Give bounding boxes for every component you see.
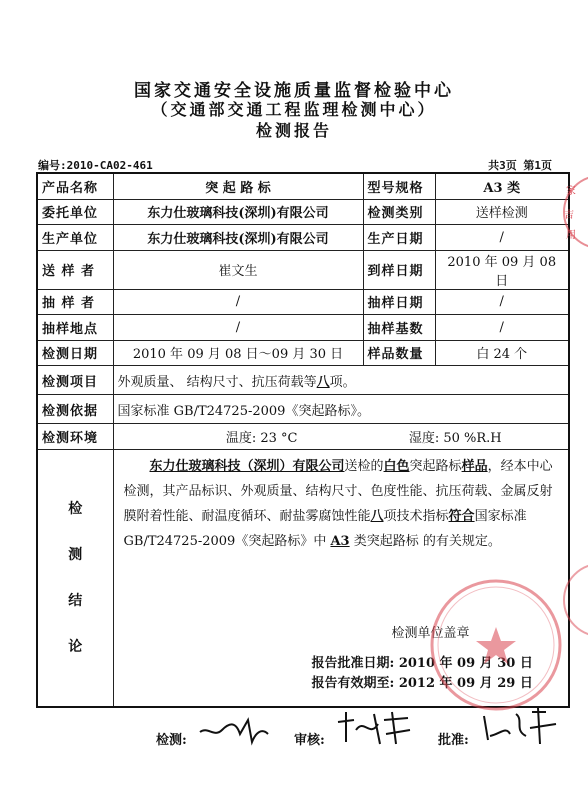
svg-text:用: 用 [566, 230, 576, 241]
model-value: A3 类 [435, 173, 569, 199]
sampler-value: / [113, 289, 363, 315]
table-row [37, 199, 569, 225]
conclusion-char: 检 [68, 500, 83, 517]
conclusion-count: 八 [370, 508, 384, 524]
table-row [37, 366, 569, 395]
conclusion-label [37, 449, 113, 707]
official-seal-stamp [426, 575, 566, 715]
base-value: / [435, 315, 569, 341]
conclusion-fragment: 类突起路标 的有关规定。 [353, 533, 501, 549]
table-row [37, 250, 569, 289]
table-row [37, 173, 569, 199]
conclusion-sample: 样品 [461, 458, 488, 474]
conclusion-fragment: 项技术指标 [383, 508, 449, 524]
test-date-value: 2010 年 09 月 08 日～09 月 30 日 [113, 340, 363, 366]
sample-date-label: 抽样日期 [363, 289, 435, 315]
env-value [113, 424, 569, 450]
model-label: 型号规格 [363, 173, 435, 199]
approve-signature-label: 批准: [438, 733, 469, 748]
test-date-label: 检测日期 [37, 340, 113, 366]
maker-value: 东力仕玻璃科技(深圳)有限公司 [113, 225, 363, 251]
items-label: 检测项目 [37, 366, 113, 395]
valid-date-label: 报告有效期至: [311, 675, 399, 691]
test-type-label: 检测类别 [363, 199, 435, 225]
product-name-label: 产品名称 [37, 173, 113, 199]
report-title: 检测报告 [255, 121, 332, 140]
maker-label: 生产单位 [37, 225, 113, 251]
table-row [37, 395, 569, 424]
conclusion-company: 东力仕玻璃科技（深圳）有限公司 [149, 458, 345, 474]
approve-date: 2010 年 09 月 30 日 [398, 655, 533, 671]
table-row [37, 340, 569, 366]
conclusion-fragment: ，经本中心检测，其产品标识、外观质量、结构尺寸、色度性能、抗压荷载、金属反射膜附着性能、耐温度循环、耐盐雾腐蚀性能 [123, 458, 553, 524]
sender-label: 送 样 者 [37, 250, 113, 289]
review-signature-label: 审核: [294, 733, 325, 748]
base-label: 抽样基数 [363, 315, 435, 341]
arrival-label: 到样日期 [363, 250, 435, 289]
test-signature-label: 检测: [156, 733, 187, 748]
qty-value: 白 24 个 [435, 340, 569, 366]
table-row [37, 315, 569, 341]
valid-date: 2012 年 09 月 29 日 [398, 675, 533, 691]
conclusion-fragment: 国家标准 GB/T24725-2009《突起路标》中 [123, 508, 527, 549]
client-value: 东力仕玻璃科技(深圳)有限公司 [113, 199, 363, 225]
table-row [37, 225, 569, 251]
site-value: / [113, 315, 363, 341]
conclusion-fragment: 送检的 [344, 458, 384, 474]
conclusion-fragment: 突起路标 [409, 458, 462, 474]
product-name-value: 突 起 路 标 [113, 173, 363, 199]
sampler-label: 抽 样 者 [37, 289, 113, 315]
items-text: 外观质量、 结构尺寸、抗压荷载等 [117, 374, 317, 390]
sender-value: 崔文生 [113, 250, 363, 289]
temperature: 温度: 23 °C [225, 430, 298, 446]
approve-date-label: 报告批准日期: [311, 655, 399, 671]
sample-date-value: / [435, 289, 569, 315]
arrival-value: 2010 年 09 月 08 日 [435, 250, 569, 289]
conclusion-class: A3 [330, 533, 350, 549]
page-info: 共3页 第1页 [488, 159, 552, 172]
svg-text:吉: 吉 [564, 210, 574, 221]
conclusion-text [118, 450, 565, 554]
conclusion-char: 论 [68, 638, 83, 655]
edge-seal-stamp [560, 172, 588, 252]
review-signature [334, 708, 414, 748]
conclusion-char: 测 [68, 546, 83, 563]
institute-title: 国家交通安全设施质量监督检验中心 [134, 81, 454, 101]
items-count: 八 [316, 374, 330, 390]
qty-label: 样品数量 [363, 340, 435, 366]
report-number: 编号:2010-CA02-461 [38, 159, 153, 172]
test-type-value: 送样检测 [435, 199, 569, 225]
institute-subtitle: （交通部交通工程监理检测中心） [151, 100, 437, 119]
humidity: 湿度: 50 %R.H [408, 430, 502, 446]
table-row [37, 424, 569, 450]
conclusion-char: 结 [68, 592, 83, 609]
seal-caption: 检测单位盖章 [391, 625, 470, 641]
test-signature [196, 712, 272, 748]
table-row [37, 289, 569, 315]
basis-label: 检测依据 [37, 395, 113, 424]
conclusion-color: 白色 [383, 458, 410, 474]
items-end: 项。 [329, 374, 356, 390]
conclusion-comply: 符合 [448, 508, 475, 524]
edge-seal-stamp-2 [556, 560, 588, 640]
prod-date-value: / [435, 225, 569, 251]
items-value [113, 366, 569, 395]
prod-date-label: 生产日期 [363, 225, 435, 251]
env-label: 检测环境 [37, 424, 113, 450]
site-label: 抽样地点 [37, 315, 113, 341]
client-label: 委托单位 [37, 199, 113, 225]
svg-text:家: 家 [566, 186, 576, 197]
approve-signature [476, 706, 560, 748]
basis-value: 国家标准 GB/T24725-2009《突起路标》。 [113, 395, 569, 424]
